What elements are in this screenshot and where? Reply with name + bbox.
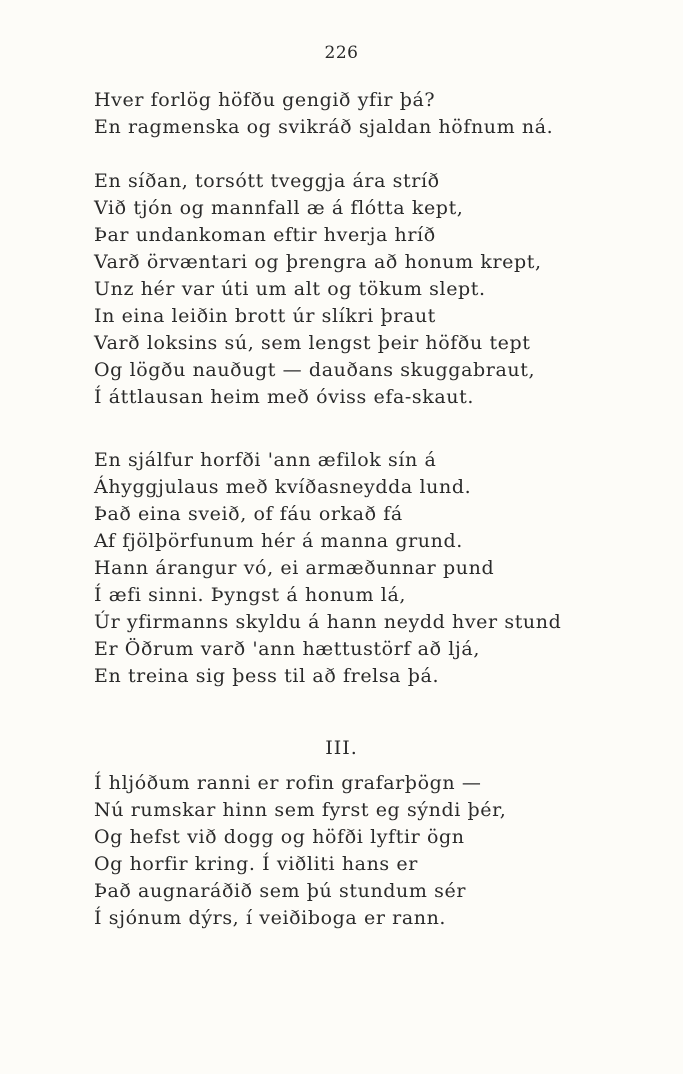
- poem-line: Hver forlög höfðu gengið yfir þá?: [94, 89, 436, 111]
- poem-line: Varð örvæntari og þrengra að honum krept,: [94, 251, 542, 273]
- poem-line: En sjálfur horfði 'ann æfilok sín á: [94, 449, 437, 471]
- poem-line: En treina sig þess til að frelsa þá.: [94, 665, 440, 687]
- poem-line: Er Öðrum varð 'ann hættustörf að ljá,: [94, 638, 480, 660]
- poem-line: Af fjölþörfunum hér á manna grund.: [94, 530, 463, 552]
- poem-line: Úr yfirmanns skyldu á hann neydd hver stund: [94, 611, 562, 633]
- poem-line: En ragmenska og svikráð sjaldan höfnum ná.: [94, 116, 554, 138]
- poem-line: Í æfi sinni. Þyngst á honum lá,: [94, 584, 407, 606]
- poem-line: Þar undankoman eftir hverja hríð: [94, 224, 436, 246]
- poem-line: Það augnaráðið sem þú stundum sér: [94, 880, 467, 902]
- poem-line: Við tjón og mannfall æ á flótta kept,: [94, 197, 464, 219]
- poem-line: Áhyggjulaus með kvíðasneydda lund.: [94, 476, 472, 498]
- poem-line: Í sjónum dýrs, í veiðiboga er rann.: [94, 907, 447, 929]
- section-heading: III.: [325, 737, 358, 759]
- poem-line: En síðan, torsótt tveggja ára stríð: [94, 170, 440, 192]
- poem-line: Í hljóðum ranni er rofin grafarþögn —: [94, 772, 482, 794]
- poem-line: Og lögðu nauðugt — dauðans skuggabraut,: [94, 359, 536, 381]
- poem-line: Nú rumskar hinn sem fyrst eg sýndi þér,: [94, 799, 507, 821]
- poem-line: Varð loksins sú, sem lengst þeir höfðu tept: [94, 332, 531, 354]
- page-number: 226: [324, 43, 359, 63]
- poem-line: Það eina sveið, of fáu orkað fá: [94, 503, 403, 525]
- poem-line: In eina leiðin brott úr slíkri þraut: [94, 305, 436, 327]
- poem-line: Og horfir kring. Í viðliti hans er: [94, 853, 418, 875]
- poem-line: Í áttlausan heim með óviss efa-skaut.: [94, 386, 475, 408]
- poem-line: Og hefst við dogg og höfði lyftir ögn: [94, 826, 465, 848]
- poem-line: Unz hér var úti um alt og tökum slept.: [94, 278, 486, 300]
- poem-line: Hann árangur vó, ei armæðunnar pund: [94, 557, 495, 579]
